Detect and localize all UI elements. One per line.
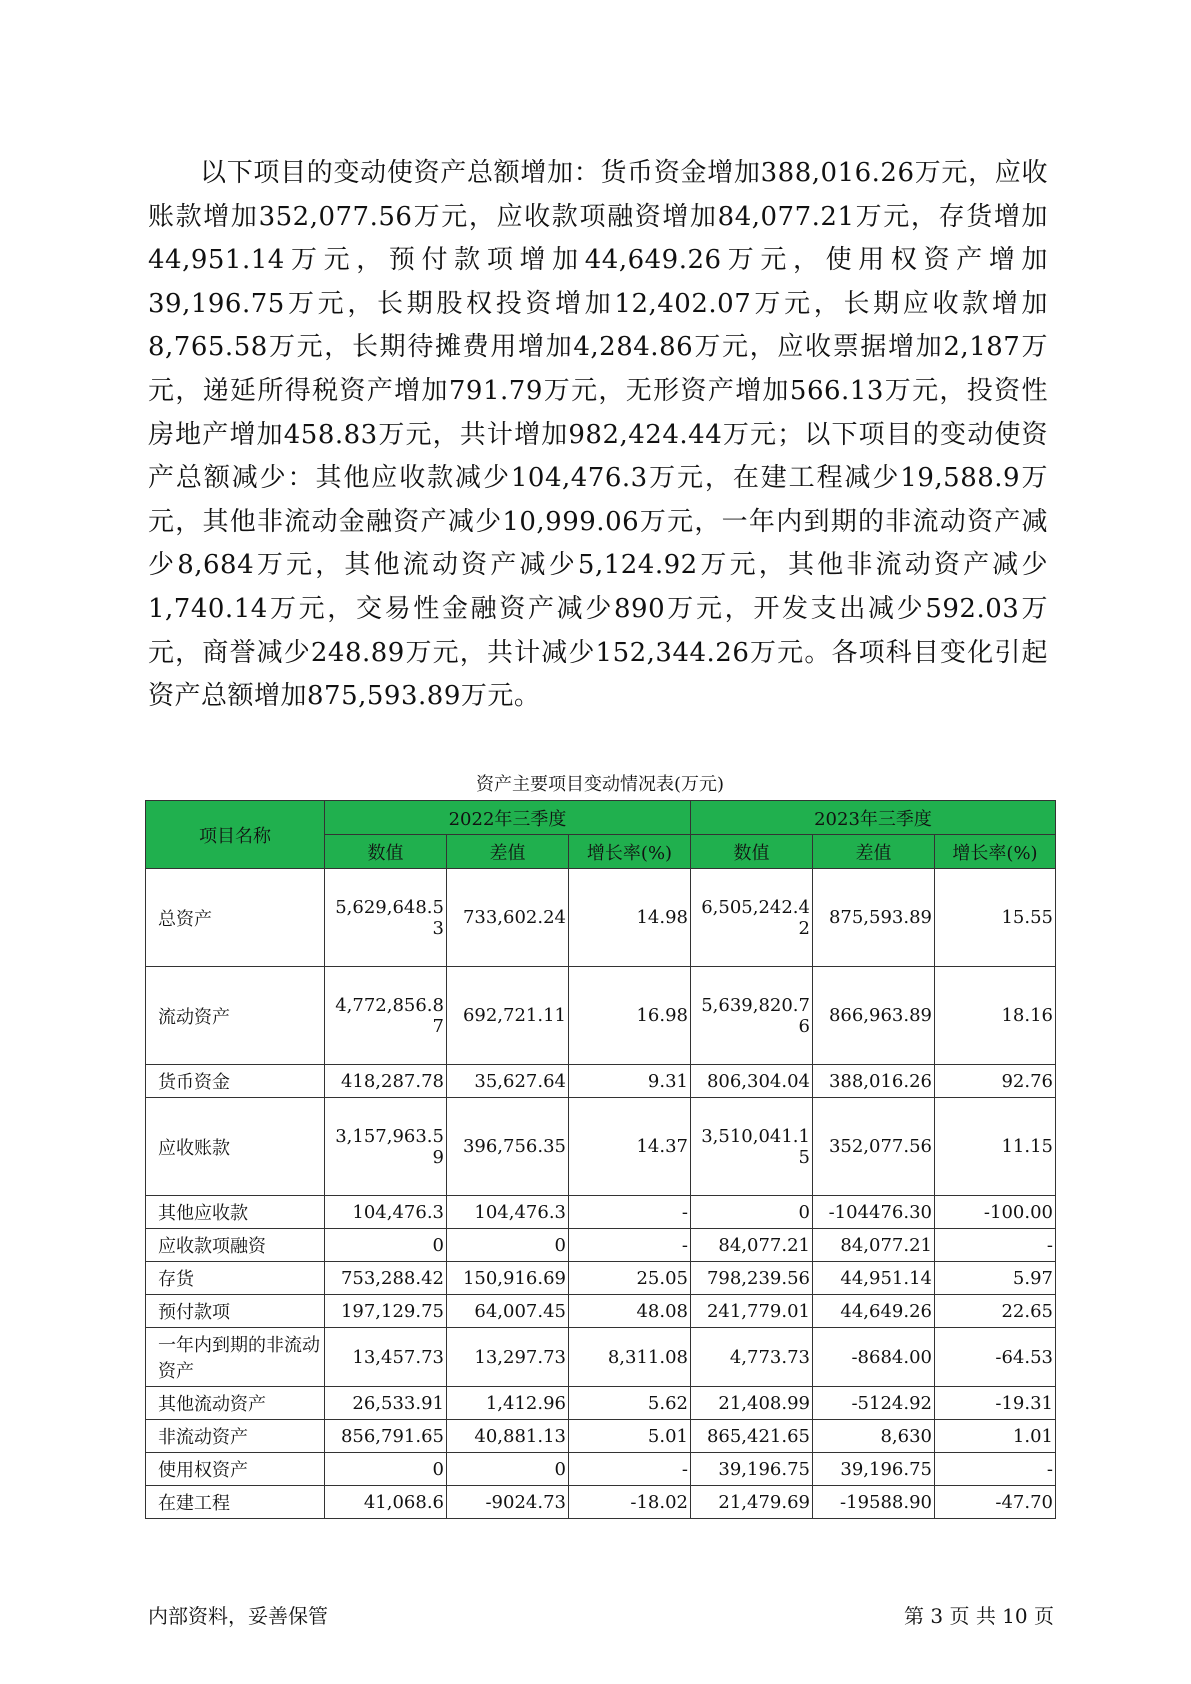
table-row	[146, 1229, 1056, 1262]
row-name: 使用权资产	[146, 1453, 325, 1486]
rate-2023: -19.31	[935, 1387, 1056, 1420]
rate-2022: 48.08	[569, 1295, 691, 1328]
value-2022: 3,157,963.59	[325, 1098, 447, 1196]
row-name: 其他应收款	[146, 1196, 325, 1229]
table-row	[146, 1295, 1056, 1328]
table-row	[146, 1328, 1056, 1387]
value-2023: 0	[691, 1196, 813, 1229]
rate-2023: 92.76	[935, 1065, 1056, 1098]
row-name: 存货	[146, 1262, 325, 1295]
diff-2022: 733,602.24	[447, 869, 569, 967]
header-value-2022: 数值	[325, 835, 447, 869]
value-2022: 41,068.6	[325, 1486, 447, 1519]
table-body	[146, 869, 1056, 1519]
header-diff-2023: 差值	[813, 835, 935, 869]
header-period-2023: 2023年三季度	[691, 801, 1056, 835]
value-2022: 104,476.3	[325, 1196, 447, 1229]
value-2022: 26,533.91	[325, 1387, 447, 1420]
diff-2022: 692,721.11	[447, 967, 569, 1065]
value-2023: 6,505,242.42	[691, 869, 813, 967]
diff-2023: 866,963.89	[813, 967, 935, 1065]
diff-2022: 0	[447, 1453, 569, 1486]
value-2022: 856,791.65	[325, 1420, 447, 1453]
diff-2023: 44,951.14	[813, 1262, 935, 1295]
table-row	[146, 1420, 1056, 1453]
diff-2022: 396,756.35	[447, 1098, 569, 1196]
diff-2023: 44,649.26	[813, 1295, 935, 1328]
value-2022: 0	[325, 1453, 447, 1486]
diff-2023: 875,593.89	[813, 869, 935, 967]
rate-2023: 5.97	[935, 1262, 1056, 1295]
diff-2022: 150,916.69	[447, 1262, 569, 1295]
value-2023: 865,421.65	[691, 1420, 813, 1453]
rate-2023: -	[935, 1229, 1056, 1262]
value-2022: 753,288.42	[325, 1262, 447, 1295]
diff-2023: 388,016.26	[813, 1065, 935, 1098]
row-name: 非流动资产	[146, 1420, 325, 1453]
value-2023: 798,239.56	[691, 1262, 813, 1295]
rate-2023: 1.01	[935, 1420, 1056, 1453]
diff-2022: 1,412.96	[447, 1387, 569, 1420]
value-2023: 4,773.73	[691, 1328, 813, 1387]
rate-2022: 9.31	[569, 1065, 691, 1098]
diff-2022: 104,476.3	[447, 1196, 569, 1229]
rate-2022: 25.05	[569, 1262, 691, 1295]
value-2023: 241,779.01	[691, 1295, 813, 1328]
footer-page-number: 第 3 页 共 10 页	[904, 1604, 1054, 1628]
value-2023: 21,479.69	[691, 1486, 813, 1519]
rate-2023: -100.00	[935, 1196, 1056, 1229]
diff-2022: 35,627.64	[447, 1065, 569, 1098]
diff-2022: 40,881.13	[447, 1420, 569, 1453]
table-row	[146, 1453, 1056, 1486]
table-row	[146, 869, 1056, 967]
value-2022: 13,457.73	[325, 1328, 447, 1387]
value-2022: 0	[325, 1229, 447, 1262]
value-2023: 5,639,820.76	[691, 967, 813, 1065]
table-row	[146, 1098, 1056, 1196]
rate-2022: -	[569, 1229, 691, 1262]
value-2022: 5,629,648.53	[325, 869, 447, 967]
rate-2022: 14.98	[569, 869, 691, 967]
rate-2022: -	[569, 1453, 691, 1486]
table-row	[146, 1262, 1056, 1295]
value-2022: 418,287.78	[325, 1065, 447, 1098]
rate-2023: -	[935, 1453, 1056, 1486]
row-name: 应收款项融资	[146, 1229, 325, 1262]
table-row	[146, 1065, 1056, 1098]
header-period-2022: 2022年三季度	[325, 801, 691, 835]
value-2023: 39,196.75	[691, 1453, 813, 1486]
diff-2023: -5124.92	[813, 1387, 935, 1420]
rate-2022: -18.02	[569, 1486, 691, 1519]
rate-2022: 14.37	[569, 1098, 691, 1196]
header-value-2023: 数值	[691, 835, 813, 869]
asset-change-table	[145, 800, 1056, 1519]
table-row	[146, 967, 1056, 1065]
diff-2022: 0	[447, 1229, 569, 1262]
header-diff-2022: 差值	[447, 835, 569, 869]
value-2022: 4,772,856.87	[325, 967, 447, 1065]
rate-2023: 15.55	[935, 869, 1056, 967]
diff-2023: 39,196.75	[813, 1453, 935, 1486]
row-name: 其他流动资产	[146, 1387, 325, 1420]
rate-2023: 11.15	[935, 1098, 1056, 1196]
row-name: 在建工程	[146, 1486, 325, 1519]
rate-2022: 16.98	[569, 967, 691, 1065]
table-caption: 资产主要项目变动情况表(万元)	[475, 774, 725, 795]
rate-2023: 22.65	[935, 1295, 1056, 1328]
row-name: 应收账款	[146, 1098, 325, 1196]
value-2023: 84,077.21	[691, 1229, 813, 1262]
row-name: 预付款项	[146, 1295, 325, 1328]
rate-2023: -64.53	[935, 1328, 1056, 1387]
row-name: 总资产	[146, 869, 325, 967]
table-row	[146, 1196, 1056, 1229]
header-item-name: 项目名称	[146, 801, 325, 869]
header-rate-2023: 增长率(%)	[935, 835, 1056, 869]
table-row	[146, 1486, 1056, 1519]
row-name: 货币资金	[146, 1065, 325, 1098]
value-2023: 21,408.99	[691, 1387, 813, 1420]
table-row	[146, 1387, 1056, 1420]
value-2023: 3,510,041.15	[691, 1098, 813, 1196]
row-name: 一年内到期的非流动资产	[146, 1328, 325, 1387]
rate-2023: -47.70	[935, 1486, 1056, 1519]
diff-2022: -9024.73	[447, 1486, 569, 1519]
header-rate-2022: 增长率(%)	[569, 835, 691, 869]
footer-confidential-note: 内部资料，妥善保管	[148, 1604, 328, 1628]
value-2023: 806,304.04	[691, 1065, 813, 1098]
rate-2022: 5.01	[569, 1420, 691, 1453]
diff-2023: 84,077.21	[813, 1229, 935, 1262]
rate-2022: 5.62	[569, 1387, 691, 1420]
diff-2023: -8684.00	[813, 1328, 935, 1387]
diff-2023: -19588.90	[813, 1486, 935, 1519]
diff-2023: 352,077.56	[813, 1098, 935, 1196]
diff-2022: 13,297.73	[447, 1328, 569, 1387]
body-paragraph: 以下项目的变动使资产总额增加：货币资金增加388,016.26万元，应收账款增加352,077.56万元，应收款项融资增加84,077.21万元，存货增加44,951.14万元，预付款项增加44,649.26万元，使用权资产增加39,196.75万元，长期股权投资增加12,402.07万元，长期应收款增加8,765.58万元，长期待摊费用增加4,284.86万元，应收票据增加2,187万元，递延所得税资产增加791.79万元，无形资产增加566.13万元，投资性房地产增加458.83万元，共计增加982,424.44万元；以下项目的变动使资产总额减少：其他应收款减少104,476.3万元，在建工程减少19,588.9万元，其他非流动金融资产减少10,999.06万元，一年内到期的非流动资产减少8,684万元，其他流动资产减少5,124.92万元，其他非流动资产减少1,740.14万元，交易性金融资产减少890万元，开发支出减少592.03万元，商誉减少248.89万元，共计减少152,344.26万元。各项科目变化引起资产总额增加875,593.89万元。	[148, 158, 1048, 712]
row-name: 流动资产	[146, 967, 325, 1065]
rate-2023: 18.16	[935, 967, 1056, 1065]
rate-2022: -	[569, 1196, 691, 1229]
diff-2022: 64,007.45	[447, 1295, 569, 1328]
diff-2023: -104476.30	[813, 1196, 935, 1229]
value-2022: 197,129.75	[325, 1295, 447, 1328]
rate-2022: 8,311.08	[569, 1328, 691, 1387]
diff-2023: 8,630	[813, 1420, 935, 1453]
